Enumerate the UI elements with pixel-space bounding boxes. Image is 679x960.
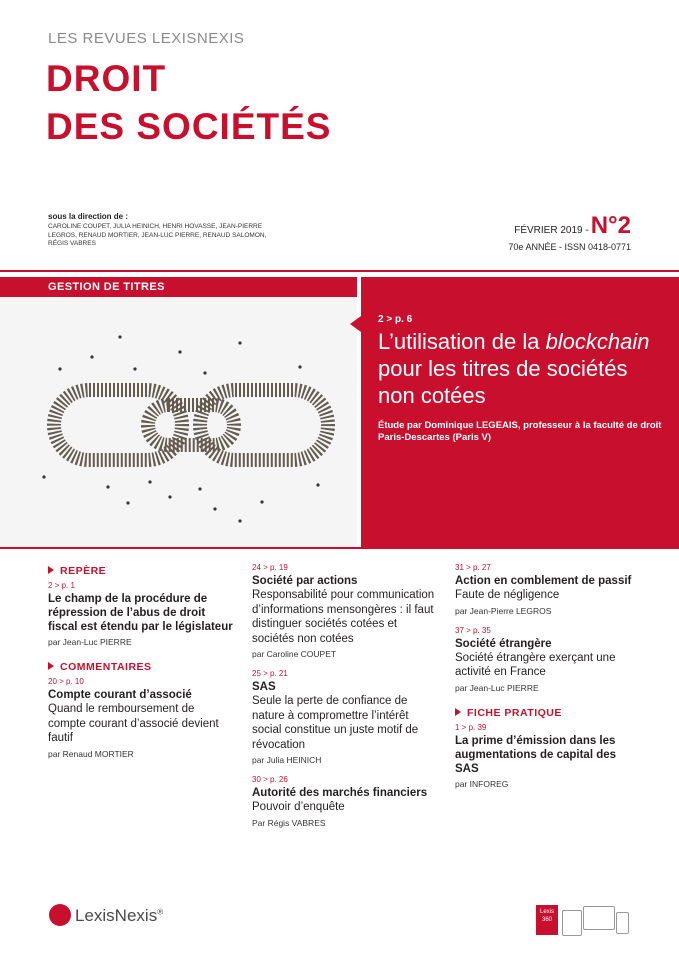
feature-author: Étude par Dominique LEGEAIS, professeur à la faculté de droit Paris-Descartes (Paris V) — [378, 420, 662, 443]
item-title: Autorité des marchés financiers — [252, 787, 428, 799]
list-item — [252, 775, 437, 828]
item-title: La prime d’émission dans les augmentations de capital des SAS — [455, 734, 617, 775]
commentaires-heading — [48, 661, 233, 673]
item-author: par Jean-Luc PIERRE — [455, 682, 539, 693]
item-title: Compte courant d’associé — [48, 689, 192, 701]
column-left — [48, 565, 233, 769]
item-desc: Faute de négligence — [455, 589, 560, 601]
header-rule — [0, 270, 679, 272]
phone-icon — [616, 912, 629, 934]
logo-mark: ® — [157, 907, 164, 917]
lexisnexis-logo-text — [75, 906, 163, 926]
feature-pointer — [350, 316, 361, 332]
magazine-title-line2: DES SOCIÉTÉS — [46, 106, 332, 147]
year-issn: 70e ANNÉE - ISSN 0418-0771 — [508, 242, 631, 252]
fiche-heading — [455, 707, 635, 719]
commentaires-label: COMMENTAIRES — [60, 661, 152, 673]
feature-title-emphasis: blockchain — [545, 329, 650, 354]
item-ref: 20 > p. 10 — [48, 677, 84, 686]
series-name: LES REVUES LEXISNEXIS — [48, 30, 245, 47]
item-title: SAS — [252, 681, 276, 693]
item-author: par Jean-Luc PIERRE — [48, 637, 132, 647]
lexis360-badge: Lexis 360 — [536, 905, 558, 935]
list-item — [455, 723, 635, 789]
item-author: par Julia HEINICH — [252, 755, 322, 765]
item-title: Action en comblement de passif — [455, 575, 632, 587]
feature-title-part1: L’utilisation de la — [378, 329, 546, 354]
fiche-label: FICHE PRATIQUE — [467, 706, 562, 719]
column-middle — [252, 563, 437, 838]
item-author: Par Régis VABRES — [252, 817, 326, 828]
cover-photo — [0, 297, 357, 547]
list-item — [252, 563, 437, 659]
magazine-title-line1: DROIT — [46, 58, 167, 99]
list-item — [48, 677, 233, 759]
list-item — [455, 563, 635, 616]
issue-info — [514, 212, 631, 240]
item-desc: Responsabilité pour communication d’informations mensongères : il faut distinguer sociétés cotées et sociétés non cotées — [252, 589, 435, 645]
item-desc: Société étrangère exerçant une activité en France — [455, 651, 616, 678]
item-ref: 2 > p. 1 — [48, 581, 75, 590]
issue-date: FÉVRIER 2019 - — [514, 225, 589, 236]
item-title: Le champ de la procédure de répression de l’abus de droit fiscal est étendu par le législateur — [48, 593, 233, 633]
triangle-icon — [48, 566, 54, 574]
screen-icon — [583, 906, 615, 930]
item-desc: Pouvoir d’enquête — [252, 801, 345, 813]
item-ref: 1 > p. 39 — [455, 722, 487, 732]
logo-text: LexisNexis — [75, 906, 158, 925]
column-right — [455, 563, 635, 799]
list-item — [252, 669, 437, 765]
item-ref: 31 > p. 27 — [455, 563, 491, 572]
lexisnexis-logo-icon — [49, 904, 71, 926]
item-ref: 24 > p. 19 — [252, 563, 288, 572]
repere-heading — [48, 565, 233, 577]
item-author: par Caroline COUPET — [252, 649, 337, 659]
item-title: Société étrangère — [455, 637, 552, 650]
repere-label: REPÈRE — [60, 565, 107, 577]
chain-link-crowd-image — [0, 297, 357, 547]
item-author: par Jean-Pierre LEGROS — [455, 605, 552, 616]
feature-rule — [0, 547, 679, 549]
direction-label: sous la direction de : — [48, 212, 129, 221]
list-item — [48, 581, 233, 647]
item-title: Société par actions — [252, 575, 358, 587]
item-ref: 25 > p. 21 — [252, 669, 288, 678]
item-desc: Quand le remboursement de compte courant d’associé devient fautif — [48, 703, 219, 744]
tablet-icon — [562, 910, 582, 936]
list-item — [455, 626, 635, 693]
triangle-icon — [455, 708, 461, 716]
feature-title-part2: pour les titres de sociétés non cotées — [378, 356, 628, 408]
feature-ref: 2 > p. 6 — [378, 314, 413, 325]
item-ref: 30 > p. 26 — [252, 775, 288, 784]
direction-names: CAROLINE COUPET, JULIA HEINICH, HENRI HOVASSE, JEAN-PIERRE LEGROS, RENAUD MORTIER, JEAN-LUC PIERRE, RENAUD SALOMON, RÉGIS VABRES — [48, 223, 267, 247]
item-desc: Seule la perte de confiance de nature à compromettre l’intérêt social constitue un juste motif de révocation — [252, 695, 419, 751]
item-author: par Renaud MORTIER — [48, 748, 134, 759]
section-label: GESTION DE TITRES — [48, 281, 165, 293]
triangle-icon — [48, 662, 54, 670]
issue-number: N°2 — [590, 212, 631, 239]
item-ref: 37 > p. 35 — [455, 625, 491, 635]
item-author: par INFOREG — [455, 778, 509, 789]
feature-title — [378, 328, 668, 409]
